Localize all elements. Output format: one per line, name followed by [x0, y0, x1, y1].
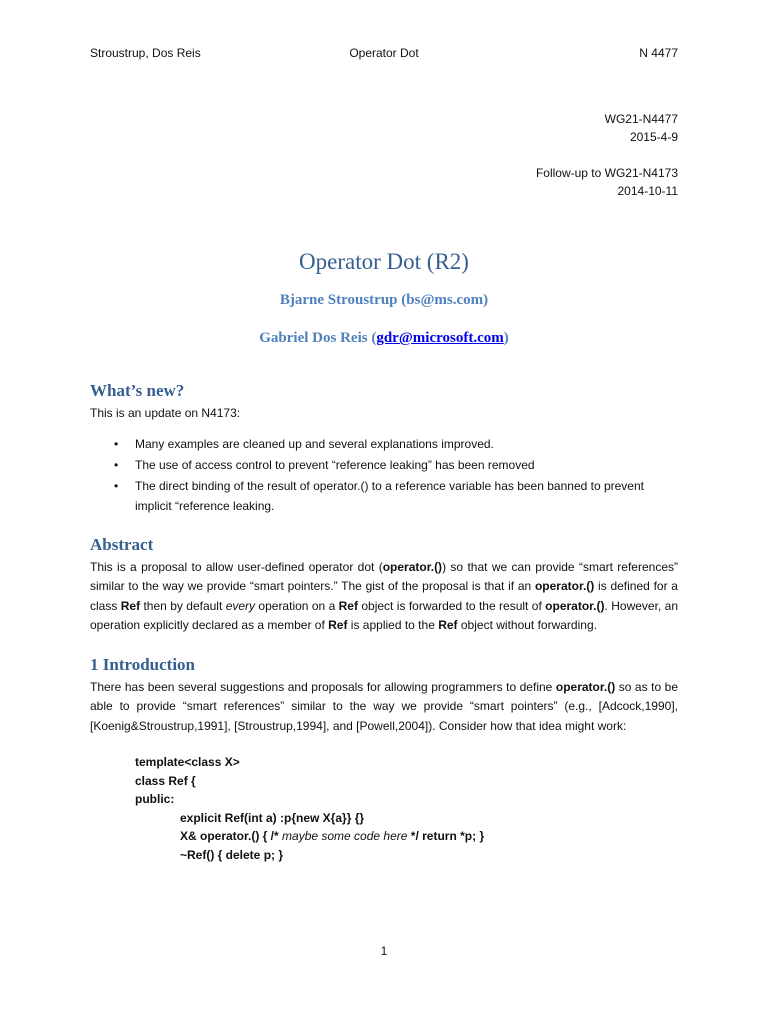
- running-header: [90, 46, 678, 66]
- author-2-name: Gabriel Dos Reis: [259, 330, 368, 346]
- list-item-text: The use of access control to prevent “reference leaking” has been removed: [135, 457, 535, 472]
- code-term: Ref: [438, 618, 458, 632]
- header-authors: Stroustrup, Dos Reis: [90, 46, 201, 60]
- abstract-text: . However, an operation explicitly declared as a member of: [90, 598, 678, 632]
- page-number: 1: [380, 944, 388, 958]
- doc-meta: [605, 110, 678, 146]
- page-title: Operator Dot (R2): [299, 249, 469, 274]
- bullet-icon: •: [114, 436, 119, 451]
- abstract-text: is defined for a class: [90, 579, 678, 613]
- code-term: operator.(): [545, 598, 605, 613]
- heading-abstract: Abstract: [90, 534, 154, 554]
- author-1: Bjarne Stroustrup (bs@ms.com): [279, 292, 489, 308]
- code-segment: */ return *p; }: [407, 829, 485, 843]
- intro-text: so as to be able to provide “smart references” similar to the way we provide “smart pointers” (e.g., [Adcock,1990], [Koenig&Stroustrup,1991], [Stroustrup,1994], and [Powell,2004]). Consider how that idea might work:: [90, 679, 678, 733]
- code-term: Ref: [338, 598, 358, 613]
- code-line: template<class X>: [135, 755, 240, 769]
- header-doc-number: N 4477: [639, 46, 678, 60]
- bullet-icon: •: [114, 457, 119, 472]
- header-title: Operator Dot: [349, 46, 419, 60]
- author-1-email: bs@ms.com: [406, 292, 484, 308]
- list-item-text: The direct binding of the result of operator.() to a reference variable has been banned to prevent implicit “reference leaking.: [135, 478, 644, 513]
- abstract-paragraph: [90, 558, 678, 636]
- code-line: explicit Ref(int a) :p{new X{a}} {}: [180, 810, 365, 825]
- heading-whats-new: What’s new?: [90, 381, 185, 400]
- code-line: public:: [135, 792, 175, 806]
- abstract-text: operation on a: [255, 598, 339, 613]
- list-item-text: Many examples are cleaned up and several explanations improved.: [135, 436, 494, 451]
- bullet-icon: •: [114, 478, 119, 493]
- whats-new-intro: This is an update on N4173:: [90, 406, 241, 420]
- doc-date: 2015-4-9: [629, 130, 678, 144]
- code-line: [135, 827, 678, 846]
- abstract-text: object without forwarding.: [457, 618, 597, 632]
- code-segment: X& operator.() { /*: [180, 829, 283, 843]
- code-comment: maybe some code here: [282, 829, 408, 843]
- code-term: Ref: [328, 618, 348, 632]
- followup-text: Follow-up to WG21-N4173: [535, 166, 678, 180]
- author-1-name: Bjarne Stroustrup: [279, 292, 398, 308]
- title-block: [90, 246, 678, 348]
- abstract-text: This is a proposal to allow user-defined operator dot (: [90, 559, 383, 574]
- intro-text: There has been several suggestions and proposals for allowing programmers to define: [90, 679, 556, 694]
- doc-number: WG21-N4477: [604, 112, 678, 126]
- followup-meta: [536, 164, 678, 200]
- abstract-text: object is forwarded to the result of: [357, 598, 546, 613]
- code-line: ~Ref() { delete p; }: [180, 847, 284, 862]
- list-item: [90, 455, 678, 475]
- emphasis: every: [225, 598, 256, 613]
- whats-new-list: [90, 434, 678, 516]
- author-2: Gabriel Dos Reis (gdr@microsoft.com): [259, 330, 509, 346]
- document-body: [90, 380, 678, 864]
- code-term: operator.(): [382, 559, 443, 574]
- followup-date: 2014-10-11: [617, 184, 678, 198]
- abstract-text: then by default: [140, 598, 226, 613]
- code-term: operator.(): [534, 579, 595, 593]
- list-item: [90, 434, 678, 454]
- code-line: class Ref {: [135, 773, 196, 788]
- code-term: Ref: [120, 598, 141, 613]
- code-term: operator.(): [555, 679, 616, 694]
- code-example: [135, 753, 678, 864]
- abstract-text: is applied to the: [347, 618, 439, 632]
- list-item: [90, 476, 678, 516]
- abstract-text: ) so that we can provide “smart references” similar to the way we provide “smart pointers.” The gist of the proposal is that if an: [90, 559, 678, 593]
- heading-introduction: 1 Introduction: [90, 654, 196, 674]
- introduction-paragraph: [90, 678, 678, 737]
- author-2-email-link[interactable]: gdr@microsoft.com: [376, 330, 504, 346]
